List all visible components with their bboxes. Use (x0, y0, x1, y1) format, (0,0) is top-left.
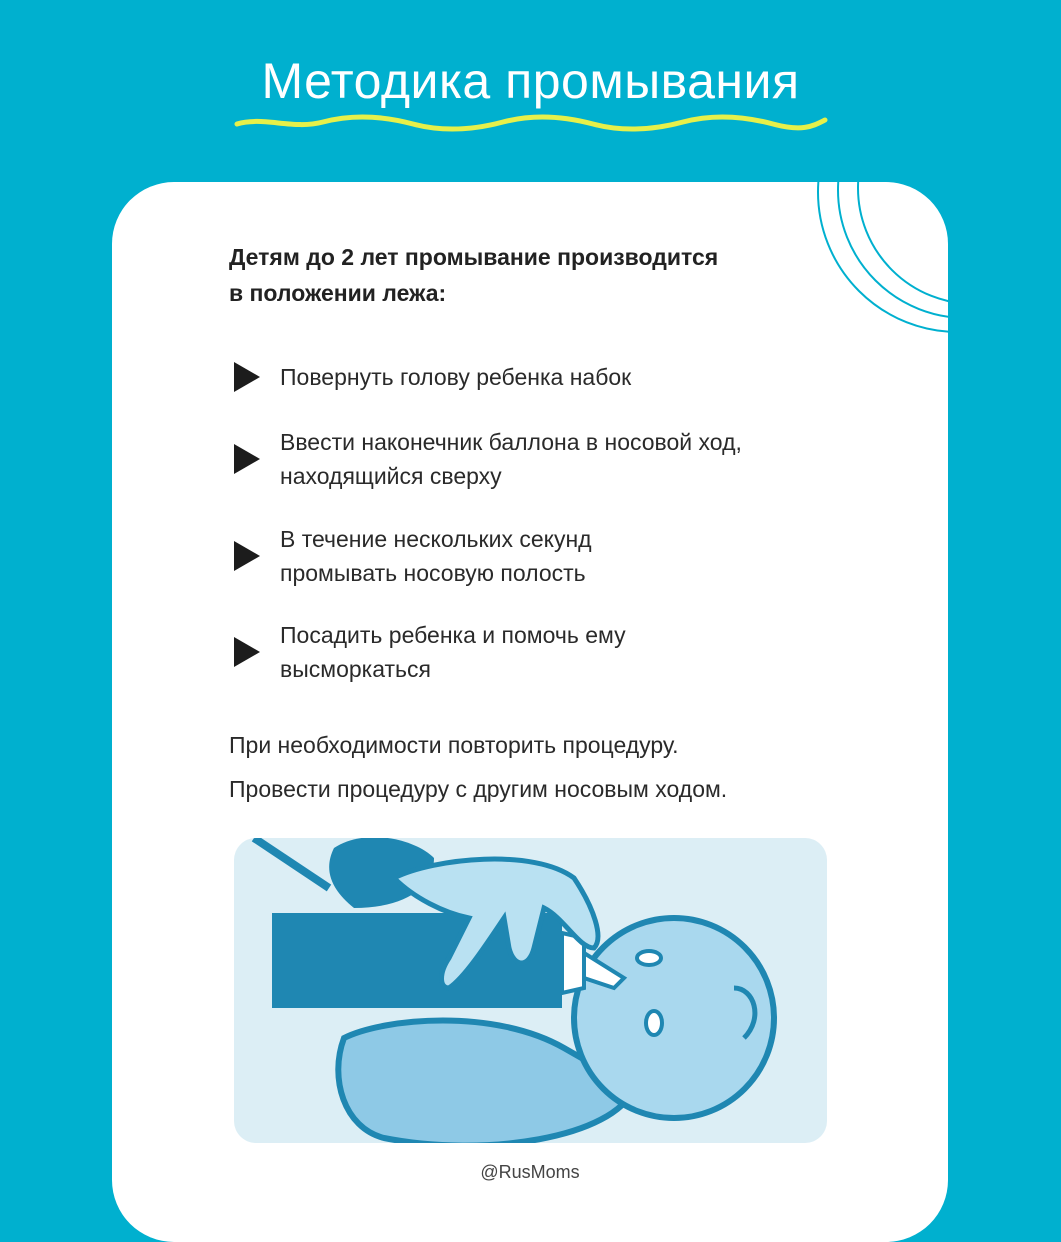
decorative-circles-icon (788, 182, 948, 352)
note-other-nostril: Провести процедуру с другим носовым ходом. (229, 776, 728, 802)
step-text: Повернуть голову ребенка набок (280, 364, 632, 390)
footer-handle: @RusMoms (480, 1162, 580, 1182)
squiggle-underline-icon (233, 112, 829, 134)
step-text: Ввести наконечник баллона в носовой ход, находящийся сверху (280, 429, 742, 489)
illustration-drawing (234, 838, 827, 1143)
intro-text: Детям до 2 лет промывание производится в положении лежа: (229, 244, 719, 306)
step-item (234, 360, 800, 394)
child-nose-rinse-illustration (234, 838, 827, 1143)
play-arrow-icon (234, 362, 260, 392)
play-arrow-icon (234, 541, 260, 571)
step-text: Посадить ребенка и помочь ему высморкаться (280, 622, 626, 682)
content-card (112, 182, 948, 1242)
step-text: В течение нескольких секунд промывать носовую полость (280, 526, 592, 586)
note-repeat: При необходимости повторить процедуру. (229, 732, 679, 758)
play-arrow-icon (234, 637, 260, 667)
page-title: Методика промывания (261, 53, 800, 109)
step-item (234, 522, 680, 590)
play-arrow-icon (234, 444, 260, 474)
step-item (234, 618, 660, 686)
step-item (234, 425, 750, 493)
